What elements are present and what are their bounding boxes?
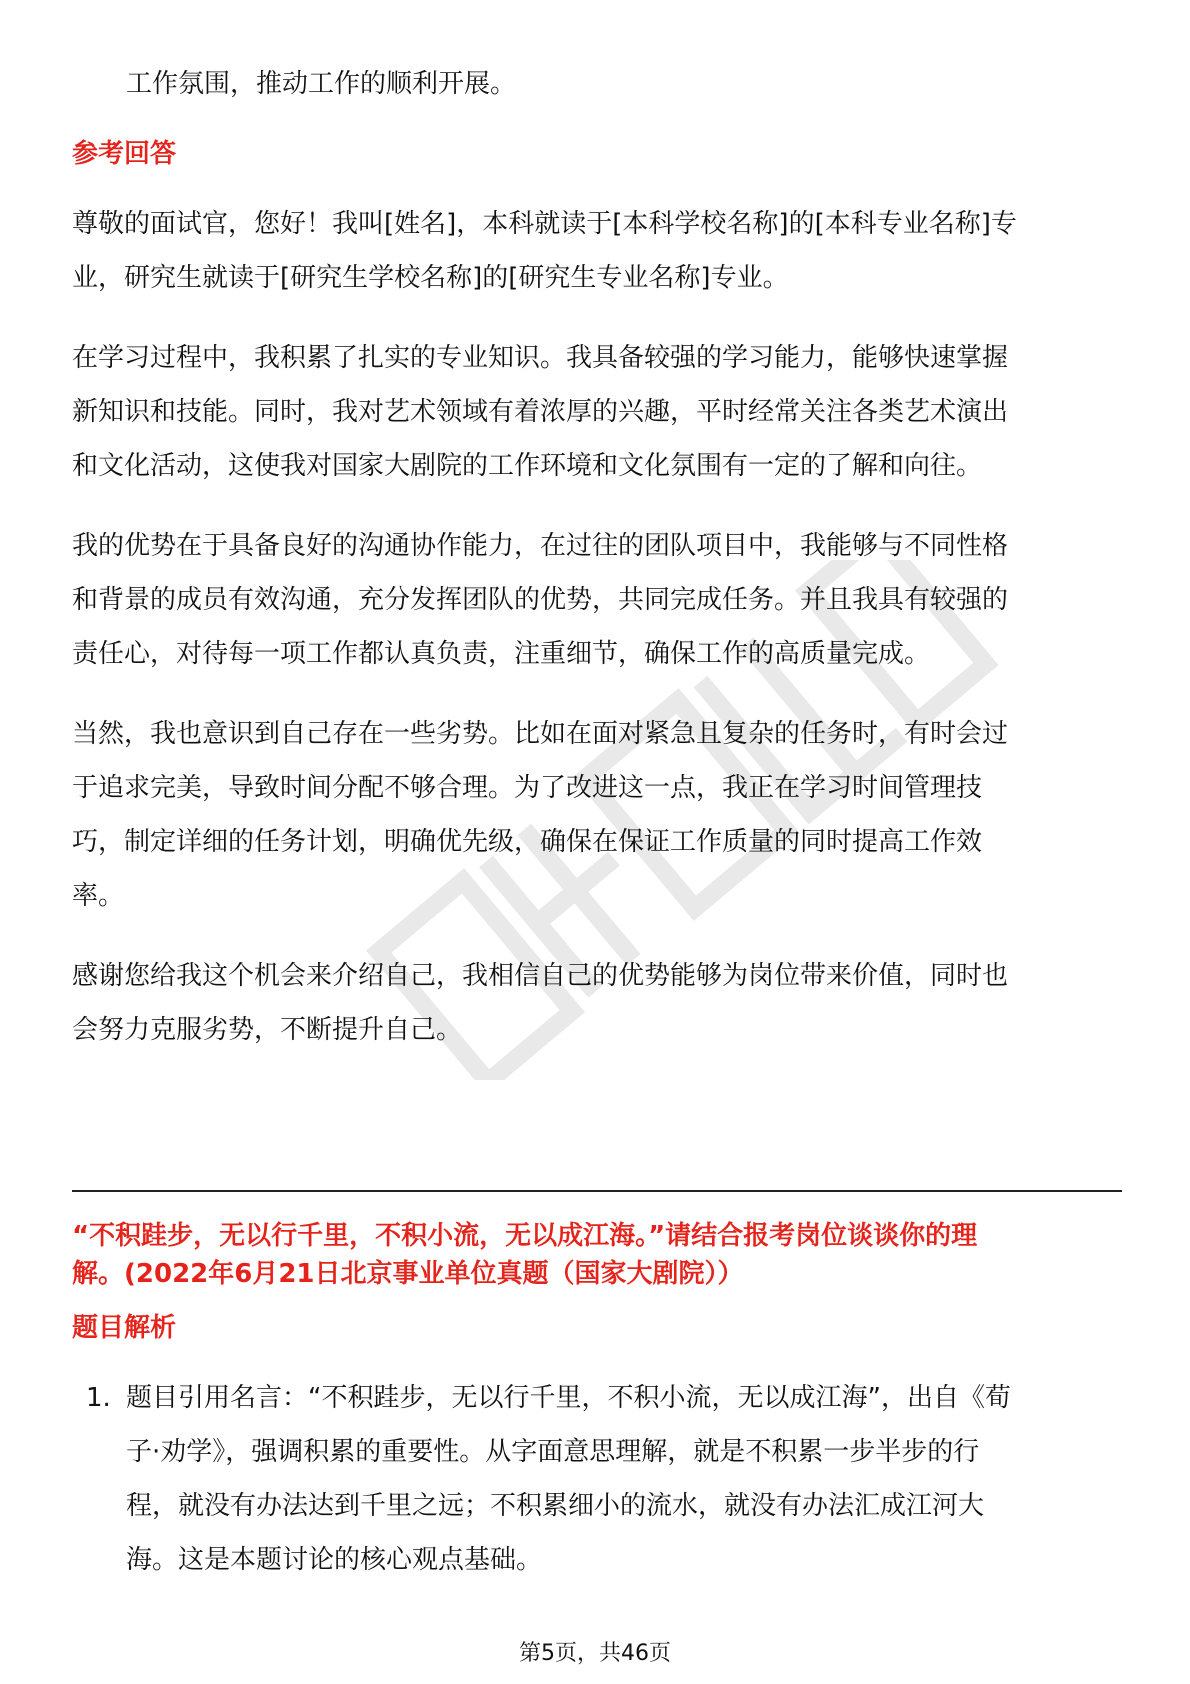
item1-line4: 海。这是本题讨论的核心观点基础。	[126, 1545, 543, 1575]
question-line1: “不积跬步，无以行千里，不积小流，无以成江海。”请结合报考岗位谈谈你的理	[72, 1221, 978, 1251]
answer-p3-line3: 责任心，对待每一项工作都认真负责，注重细节，确保工作的高质量完成。	[72, 639, 931, 669]
answer-p2-line1: 在学习过程中，我积累了扎实的专业知识。我具备较强的学习能力，能够快速掌握	[72, 343, 1009, 373]
answer-p2-line2: 新知识和技能。同时，我对艺术领域有着浓厚的兴趣，平时经常关注各类艺术演出	[72, 397, 1009, 427]
item1-line1: 题目引用名言：“不积跬步，无以行千里，不积小流，无以成江海”，出自《荀	[126, 1383, 1011, 1413]
answer-p5-line2: 会努力克服劣势，不断提升自己。	[72, 1015, 463, 1045]
answer-p4-line2: 于追求完美，导致时间分配不够合理。为了改进这一点，我正在学习时间管理技	[72, 773, 983, 803]
answer-p4-line3: 巧，制定详细的任务计划，明确优先级，确保在保证工作质量的同时提高工作效	[72, 827, 983, 857]
analysis-heading: 题目解析	[72, 1313, 177, 1343]
answer-heading: 参考回答	[72, 139, 177, 169]
answer-p4-line4: 率。	[72, 881, 125, 911]
item1-line3: 程，就没有办法达到千里之远；不积累细小的流水，就没有办法汇成江河大	[126, 1491, 985, 1521]
item1-line2: 子·劝学》，强调积累的重要性。从字面意思理解，就是不积累一步半步的行	[126, 1437, 980, 1467]
section-divider	[72, 1190, 1122, 1192]
answer-p3-line2: 和背景的成员有效沟通，充分发挥团队的优势，共同完成任务。并且我具有较强的	[72, 585, 1009, 615]
answer-p3-line1: 我的优势在于具备良好的沟通协作能力，在过往的团队项目中，我能够与不同性格	[72, 531, 1009, 561]
page-footer: 第5页，共46页	[519, 1641, 671, 1666]
item1-number: 1.	[86, 1383, 111, 1413]
answer-p2-line3: 和文化活动，这使我对国家大剧院的工作环境和文化氛围有一定的了解和向往。	[72, 451, 983, 481]
answer-p1-line2: 业，研究生就读于[研究生学校名称]的[研究生专业名称]专业。	[72, 263, 789, 293]
question-line2: 解。(2022年6月21日北京事业单位真题（国家大剧院））	[72, 1259, 744, 1289]
answer-p1-line1: 尊敬的面试官，您好！我叫[姓名]，本科就读于[本科学校名称]的[本科专业名称]专	[72, 209, 1017, 239]
answer-p5-line1: 感谢您给我这个机会来介绍自己，我相信自己的优势能够为岗位带来价值，同时也	[72, 961, 1009, 991]
intro-tail: 工作氛围，推动工作的顺利开展。	[126, 69, 517, 99]
answer-p4-line1: 当然，我也意识到自己存在一些劣势。比如在面对紧急且复杂的任务时，有时会过	[72, 719, 1009, 749]
